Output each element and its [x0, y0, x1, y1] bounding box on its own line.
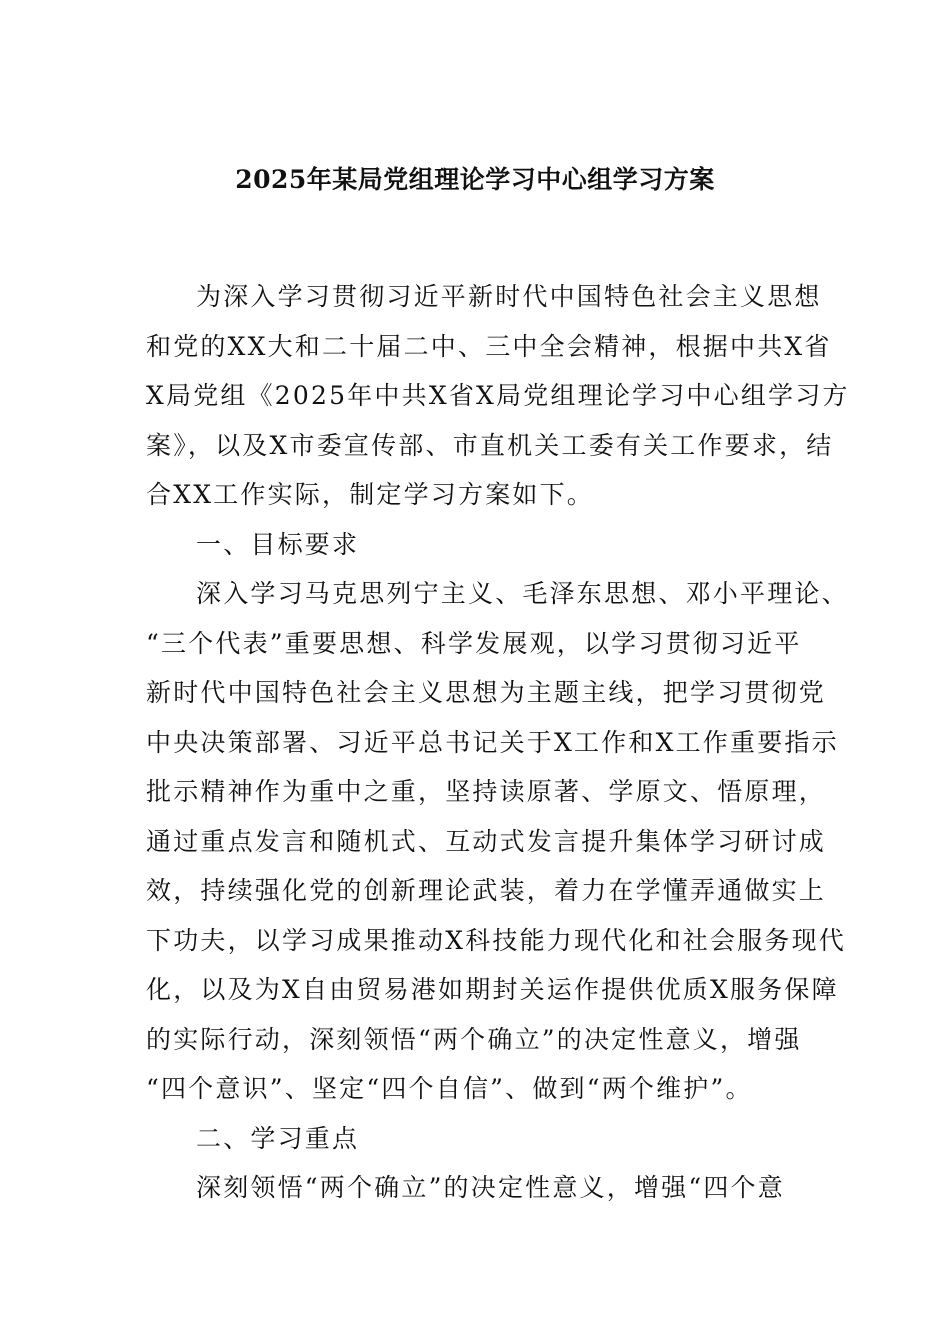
paragraph-line: 下功夫，以学习成果推动X科技能力现代化和社会服务现代: [146, 926, 847, 955]
paragraph-line: “三个代表”重要思想、科学发展观，以学习贯彻习近平: [146, 629, 802, 658]
paragraph-line: 批示精神作为重中之重，坚持读原著、学原文、悟原理，: [146, 777, 827, 806]
paragraph-line: 效，持续强化党的创新理论武装，着力在学懂弄通做实上: [146, 876, 827, 905]
paragraph-line: “四个意识”、坚定“四个自信”、做到“两个维护”。: [146, 1074, 753, 1103]
paragraph-line: 通过重点发言和随机式、互动式发言提升集体学习研讨成: [146, 827, 827, 856]
paragraph-line: 合XX工作实际，制定学习方案如下。: [146, 480, 594, 509]
paragraph-line: 中央决策部署、习近平总书记关于X工作和X工作重要指示: [146, 728, 839, 757]
document-title: 2025年某局党组理论学习中心组学习方案: [235, 165, 715, 194]
paragraph-line: 深入学习马克思列宁主义、毛泽东思想、邓小平理论、: [196, 579, 849, 608]
section-heading: 一、目标要求: [196, 530, 360, 559]
paragraph-line: 和党的XX大和二十届二中、三中全会精神，根据中共X省: [146, 332, 832, 361]
paragraph-line: 新时代中国特色社会主义思想为主题主线，把学习贯彻党: [146, 678, 827, 707]
paragraph-line: X局党组《2025年中共X省X局党组理论学习中心组学习方: [146, 381, 850, 410]
paragraph-line: 的实际行动，深刻领悟“两个确立”的决定性意义，增强: [146, 1025, 802, 1054]
paragraph-line: 为深入学习贯彻习近平新时代中国特色社会主义思想: [196, 282, 822, 311]
section-heading: 二、学习重点: [196, 1124, 360, 1153]
paragraph-line: 化，以及为X自由贸易港如期封关运作提供优质X服务保障: [146, 975, 839, 1004]
paragraph-line: 案》，以及X市委宣传部、市直机关工委有关工作要求，结: [146, 431, 834, 460]
paragraph-line: 深刻领悟“两个确立”的决定性意义，增强“四个意: [196, 1173, 785, 1202]
